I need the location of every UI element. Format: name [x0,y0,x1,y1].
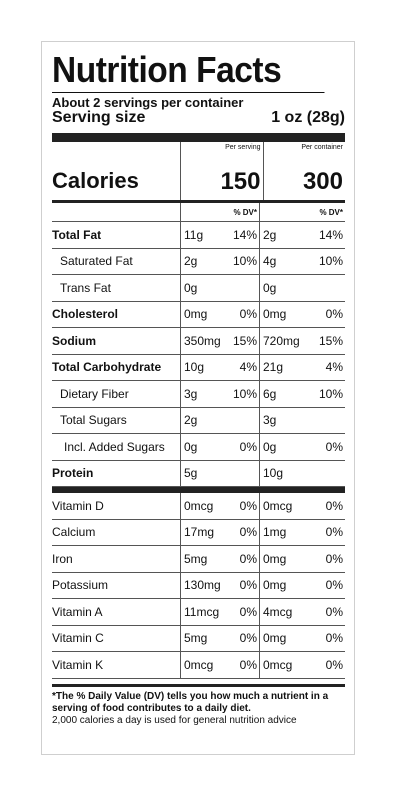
dv-per-serving [221,275,259,301]
amount-per-serving: 5g [180,461,221,487]
dv-per-serving: 0% [239,604,257,619]
amount-per-serving: 11mcg [180,599,221,625]
amount-per-serving: 3g [180,381,221,407]
amount-per-container: 0mg [259,573,301,599]
dv-header-amt-spacer [180,203,221,221]
amount-per-container: 4mcg [259,599,301,625]
dv-per-container: 0% [325,307,343,322]
dv-per-container: 0% [325,551,343,566]
footnote-calorie-basis: 2,000 calories a day is used for general nutrition advice [52,714,297,726]
calories-row [52,142,345,203]
serving-size-label: Serving size [52,109,146,126]
dv-per-container: 0% [325,525,343,540]
nutrient-name: Vitamin A [52,604,103,619]
amount-per-serving: 11g [180,222,221,248]
amount-per-serving: 350mg [180,328,221,354]
dv-per-serving: 0% [239,307,257,322]
amount-per-container: 6g [259,381,301,407]
dv-per-container: 10% [318,254,343,269]
nutrition-facts-label [41,41,355,755]
dv-per-container: 0% [325,578,343,593]
dv-per-serving [221,408,259,434]
label-title: Nutrition Facts [52,50,324,93]
amount-per-container: 0g [259,434,301,460]
nutrient-name: Calcium [52,525,96,540]
dv-per-container: 10% [318,386,343,401]
amount-per-container: 4g [259,249,301,275]
amount-per-container: 0mcg [259,652,301,678]
dv-header-row [52,203,345,222]
dv-per-container [301,461,345,487]
table-row [52,408,345,435]
per-container-column [264,142,346,200]
table-row [52,381,345,408]
amount-per-container: 720mg [259,328,301,354]
amount-per-serving: 17mg [180,520,221,546]
amount-per-serving: 0g [180,434,221,460]
amount-per-container: 0mg [259,302,301,328]
table-row [52,652,345,679]
dv-header-serving: % DV* [233,207,257,217]
table-row [52,626,345,653]
dv-per-container [301,275,345,301]
nutrient-name: Vitamin D [52,498,104,513]
dv-per-container [301,408,345,434]
nutrient-table [52,222,345,487]
amount-per-container: 0mcg [259,493,301,519]
nutrient-name: Total Sugars [60,413,127,428]
dv-per-serving: 0% [239,498,257,513]
amount-per-serving: 2g [180,408,221,434]
table-row [52,573,345,600]
nutrient-name: Iron [52,551,73,566]
amount-per-container: 0mg [259,626,301,652]
table-row [52,434,345,461]
amount-per-serving: 0g [180,275,221,301]
nutrient-name: Trans Fat [60,280,111,295]
amount-per-serving: 0mg [180,302,221,328]
footnote-dv-explanation: *The % Daily Value (DV) tells you how much a nutrient in a serving of food contributes to a daily diet. [52,690,329,714]
calories-per-container: 300 [302,168,343,195]
amount-per-serving: 5mg [180,546,221,572]
dv-per-serving: 15% [232,333,257,348]
dv-header-amt2-spacer [259,203,301,221]
table-row [52,520,345,547]
dv-per-serving: 4% [239,360,257,375]
amount-per-container: 21g [259,355,301,381]
nutrient-name: Saturated Fat [60,254,133,269]
servings-per-container: About 2 servings per container [52,95,244,110]
nutrient-name: Total Fat [52,227,102,242]
table-row [52,302,345,329]
dv-per-container: 0% [325,631,343,646]
dv-per-serving: 10% [232,386,257,401]
calories-per-serving: 150 [220,168,261,195]
amount-per-container: 3g [259,408,301,434]
table-row [52,546,345,573]
dv-per-serving: 0% [239,525,257,540]
dv-per-serving: 0% [239,578,257,593]
dv-per-container: 14% [318,227,343,242]
amount-per-container: 0mg [259,546,301,572]
dv-per-serving: 0% [239,657,257,672]
dv-per-serving: 0% [239,551,257,566]
table-row [52,599,345,626]
dv-per-container: 0% [325,498,343,513]
nutrient-name: Vitamin K [52,657,104,672]
dv-per-serving: 0% [239,439,257,454]
amount-per-container: 10g [259,461,301,487]
amount-per-serving: 0mcg [180,652,221,678]
amount-per-serving: 5mg [180,626,221,652]
dv-per-container: 4% [325,360,343,375]
amount-per-serving: 0mcg [180,493,221,519]
dv-header-container: % DV* [319,207,343,217]
dv-per-serving: 10% [232,254,257,269]
table-row [52,328,345,355]
table-row [52,222,345,249]
serving-size-value: 1 oz (28g) [271,109,345,126]
nutrient-name: Vitamin C [52,631,104,646]
table-row [52,275,345,302]
dv-per-container: 15% [318,333,343,348]
nutrient-name: Dietary Fiber [60,386,129,401]
amount-per-serving: 10g [180,355,221,381]
dv-per-serving: 14% [232,227,257,242]
footnote [52,684,345,727]
nutrient-name: Incl. Added Sugars [64,439,165,454]
dv-per-container: 0% [325,604,343,619]
nutrient-name: Protein [52,466,94,481]
dv-per-container: 0% [325,439,343,454]
table-row [52,461,345,488]
serving-size-row [52,109,345,127]
nutrient-name: Total Carbohydrate [52,360,162,375]
table-row [52,493,345,520]
label-content [52,50,345,727]
table-row [52,249,345,276]
per-serving-column [180,142,264,200]
amount-per-container: 0g [259,275,301,301]
dv-per-serving: 0% [239,631,257,646]
dv-per-container: 0% [325,657,343,672]
vitamin-table [52,493,345,679]
amount-per-serving: 130mg [180,573,221,599]
thick-divider [52,133,345,142]
dv-header-spacer [52,203,180,221]
amount-per-container: 1mg [259,520,301,546]
per-container-label: Per container [301,144,343,151]
nutrient-name: Sodium [52,333,96,348]
nutrient-name: Cholesterol [52,307,119,322]
amount-per-container: 2g [259,222,301,248]
calories-label: Calories [52,168,139,193]
table-row [52,355,345,382]
dv-per-serving [221,461,259,487]
nutrient-name: Potassium [52,578,109,593]
amount-per-serving: 2g [180,249,221,275]
per-serving-label: Per serving [225,144,261,151]
